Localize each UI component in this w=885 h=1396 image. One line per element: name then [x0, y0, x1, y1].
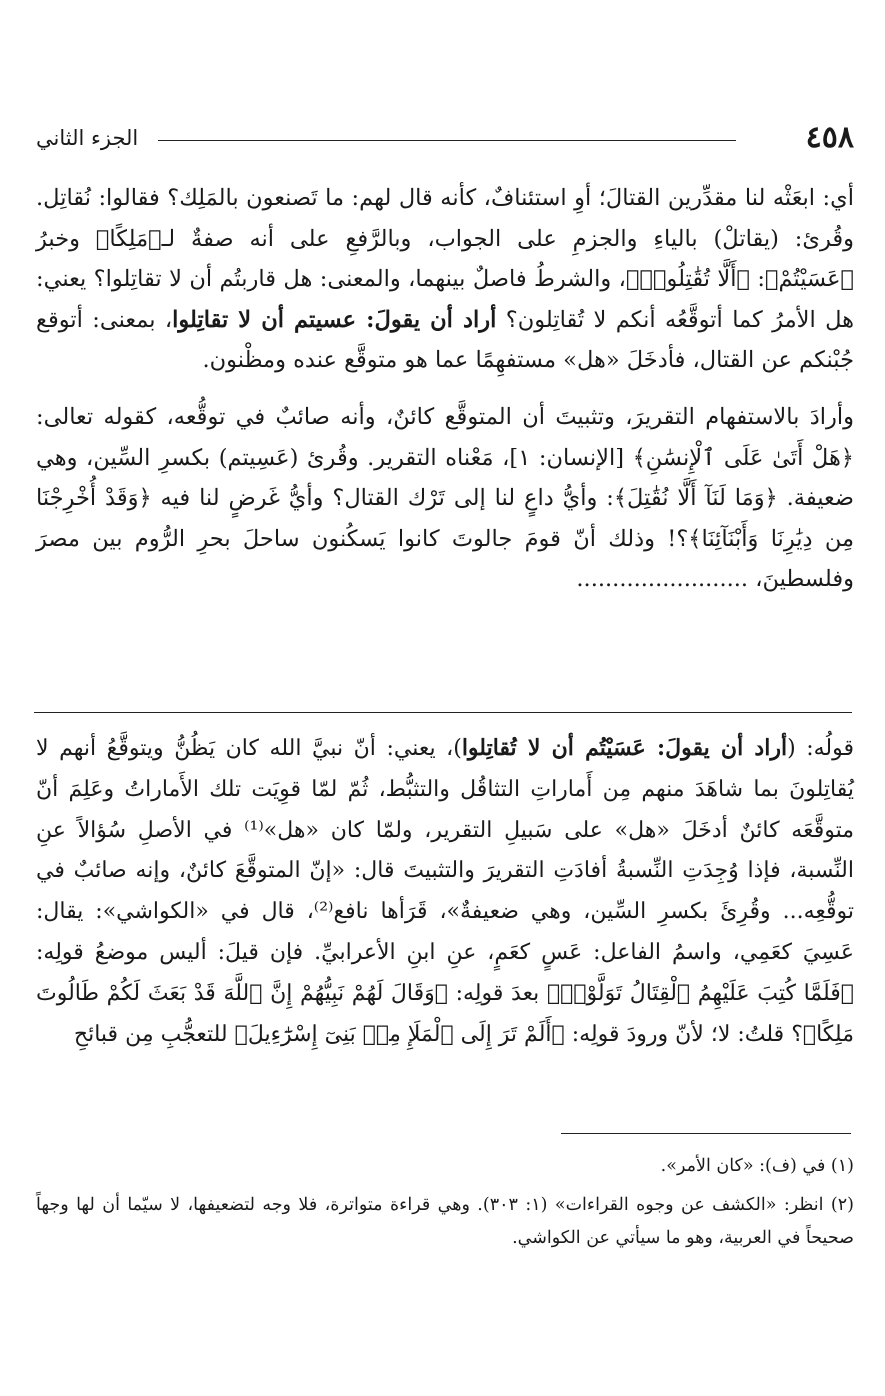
text-run: )، يعني: أنّ نبيَّ الله كان يَظُنُّ ويتوقَّعُ أنهم لا يُقاتِلونَ بما شاهَدَ منهم مِن أَماراتِ التثاقُل والتثبُّط، ثُمّ لمّا قوِيَت تلك الأَماراتُ وعَلِمَ أنّ متوقَّعَه كائنٌ أدخَلَ «هل» على سَبيلِ التقرير، ولمّا كان «هل»⁽¹⁾ في الأصلِ سُؤالاً عنِ النِّسبة، فإذا وُجِدَتِ النِّسبةُ أفادَتِ التقريرَ والتثبيتَ قال: «إنّ المتوقَّعَ كائنٌ، وإنه صائبٌ في توقُّعِه... وقُرِئَ بكسرِ السِّين، وهي ضعيفةٌ»، قَرَأها نافع⁽²⁾، قال في «الكواشي»: يقال: عَسِيَ كعَمِي، واسمُ الفاعل: عَسٍ كعَمٍ، عنِ ابنِ الأعرابيِّ. فإن قيلَ: أليس موضعُ قولِه: ﴿فَلَمَّا كُتِبَ عَلَيْهِمُ ٱلْقِتَالُ تَوَلَّوْا۟﴾ بعدَ قولِه: ﴿وَقَالَ لَهُمْ نَبِيُّهُمْ إِنَّ ٱللَّهَ قَدْ بَعَثَ لَكُمْ طَالُوتَ مَلِكًا﴾؟ قلتُ: لا؛ لأنّ ورودَ قولِه: ﴿أَلَمْ تَرَ إِلَى ٱلْمَلَإِ مِنۢ بَنِىٓ إِسْرَٰٓءِيلَ﴾ للتعجُّبِ مِن قبائحِ [36, 736, 855, 1047]
text-run: ، بمعنى: أتوقع جُبْنكم عن القتال، فأدخَلَ «هل» مستفهِمًا عما هو متوقَّع عنده ومظْنون. [36, 306, 854, 374]
part-title: الجزء الثاني [36, 126, 139, 150]
page-number: ٤٥٨ [805, 120, 854, 155]
commentary-paragraph [36, 728, 854, 1055]
text-run-bold: أراد أن يقولَ: عَسَيْتُم أن لا تُقاتِلوا [461, 735, 788, 761]
text-run: قولُه: ( [787, 736, 855, 761]
commentary-text [36, 728, 854, 1055]
main-paragraph-2 [36, 397, 854, 600]
text-run-bold: أراد أن يقولَ: عسيتم أن لا تقاتِلوا [172, 306, 497, 333]
header-rule [158, 140, 736, 141]
main-text [36, 178, 854, 608]
text-run: وأرادَ بالاستفهام التقريرَ، وتثبيتَ أن المتوقَّع كائنٌ، وأنه صائبٌ في توقُّعه، كقوله تعالى: ﴿هَلْ أَتَىٰ عَلَى ٱلْإِنسَٰنِ﴾ [الإنسان: ١]، مَعْناه التقرير. وقُرئ (عَسِيتم) بكسرِ السِّين، وهي ضعيفة. ﴿وَمَا لَنَآ أَلَّا نُقَٰتِلَ﴾: وأيُّ داعٍ لنا إلى تَرْك القتال؟ وأيُّ غَرضٍ لنا فيه ﴿وَقَدْ أُخْرِجْنَا مِن دِيَٰرِنَا وَأَبْنَآئِنَا﴾؟! وذلك أنّ قومَ جالوتَ كانوا يَسكُنون ساحلَ بحرِ الرُّوم بين مصرَ وفلسطينَ، ........................ [36, 403, 854, 593]
main-paragraph-1 [36, 178, 854, 381]
footnote-rule [561, 1133, 851, 1134]
footnote-1: (١) في (ف): «كان الأمر». [660, 1156, 854, 1176]
footnotes [36, 1150, 854, 1261]
section-divider [34, 712, 852, 713]
footnote-2: (٢) انظر: «الكشف عن وجوه القراءات» (١: ٣٠٣). وهي قراءة متواترة، فلا وجه لتضعيفها، لا سيّما أن لها وجهاً صحيحاً في العربية، وهو ما سيأتي عن الكواشي. [36, 1195, 854, 1248]
text-run: أي: ابعَثْه لنا مقدِّرين القتالَ؛ أوِ استئنافٌ، كأنه قال لهم: ما تَصنعون بالمَلِك؟ فقالوا: نُقاتِل. وقُرئ: (يقاتلْ) بالياءِ والجزمِ على الجواب، وبالرَّفعِ على أنه صفةٌ لـ﴿مَلِكًا﴾ وخبرُ ﴿عَسَيْتُمْ﴾: ﴿أَلَّا تُقَٰتِلُوا۟﴾، والشرطُ فاصلٌ بينهما، والمعنى: هل قاربتُم أن لا تقاتِلوا؟ يعني: هل الأمرُ كما أتوقَّعُه أنكم لا تُقاتِلون؟ [36, 185, 855, 333]
page-header [36, 118, 854, 158]
